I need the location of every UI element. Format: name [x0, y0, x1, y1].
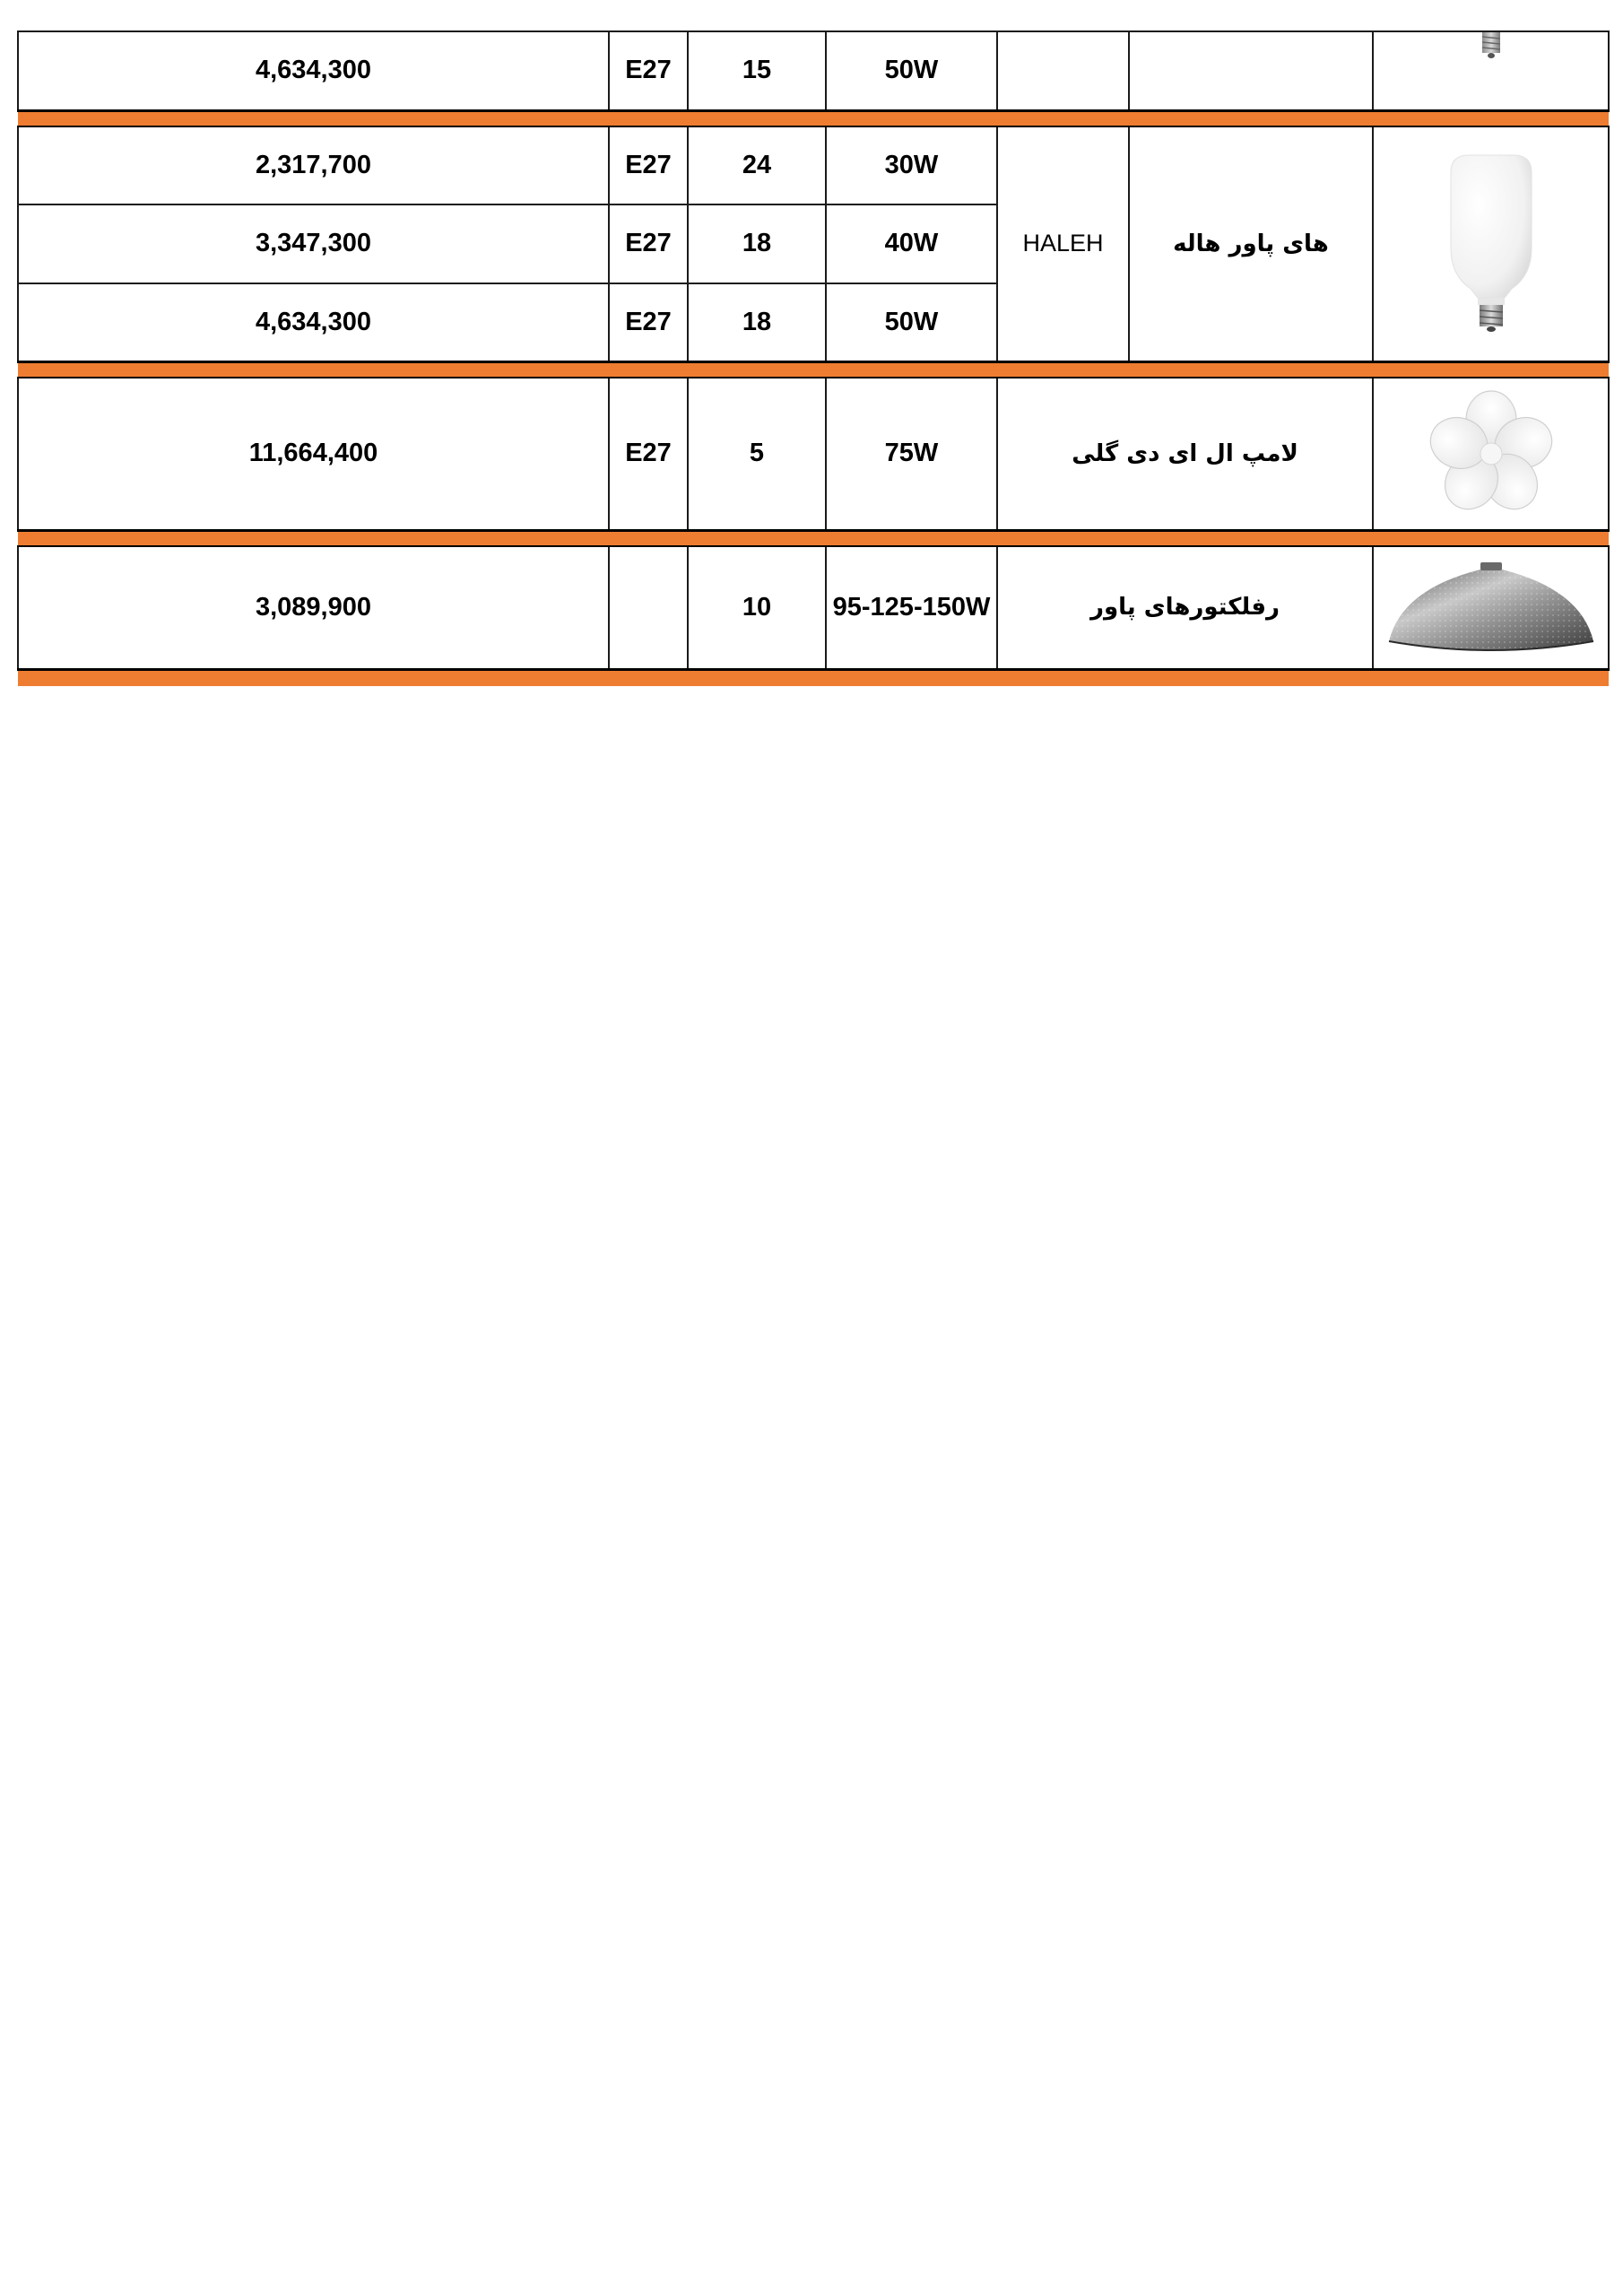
product-image-cell [1373, 126, 1609, 362]
product-image-cell [1373, 546, 1609, 670]
quantity-cell: 10 [688, 546, 826, 670]
product-name-cell [1129, 31, 1373, 110]
base-cell: E27 [609, 31, 688, 110]
product-name-cell: های پاور هاله [1129, 126, 1373, 362]
product-name-cell: رفلکتورهای پاور [997, 546, 1373, 670]
base-cell [609, 546, 688, 670]
separator-bar [18, 362, 1609, 378]
power-cell: 30W [826, 126, 997, 204]
quantity-cell: 24 [688, 126, 826, 204]
base-cell: E27 [609, 283, 688, 362]
separator-row [18, 110, 1609, 126]
product-image-cell [1373, 31, 1609, 110]
brand-cell [997, 31, 1129, 110]
flower-led-lamp-image [1424, 387, 1558, 521]
quantity-cell: 18 [688, 283, 826, 362]
table-row [18, 126, 1609, 204]
quantity-cell: 5 [688, 378, 826, 530]
separator-row [18, 530, 1609, 546]
price-table [17, 30, 1610, 686]
separator-bar [18, 530, 1609, 546]
power-bulb-image [1433, 150, 1549, 338]
separator-row [18, 362, 1609, 378]
separator-bar [18, 110, 1609, 126]
product-image-cell [1373, 378, 1609, 530]
power-cell: 50W [826, 31, 997, 110]
price-cell: 4,634,300 [18, 283, 609, 362]
quantity-cell: 15 [688, 31, 826, 110]
table-row [18, 31, 1609, 110]
quantity-cell: 18 [688, 204, 826, 283]
price-cell: 4,634,300 [18, 31, 609, 110]
table-row [18, 378, 1609, 530]
base-cell: E27 [609, 204, 688, 283]
power-cell: 40W [826, 204, 997, 283]
brand-cell: HALEH [997, 126, 1129, 362]
reflector-shade-image [1384, 553, 1599, 661]
power-cell: 75W [826, 378, 997, 530]
base-cell: E27 [609, 378, 688, 530]
table-row [18, 546, 1609, 670]
price-cell: 2,317,700 [18, 126, 609, 204]
separator-bar [18, 670, 1609, 687]
power-cell: 50W [826, 283, 997, 362]
price-cell: 11,664,400 [18, 378, 609, 530]
bulb-base-icon [1464, 31, 1518, 76]
price-cell: 3,347,300 [18, 204, 609, 283]
power-cell: 95-125-150W [826, 546, 997, 670]
product-name-cell: لامپ ال ای دی گلی [997, 378, 1373, 530]
separator-row [18, 670, 1609, 687]
base-cell: E27 [609, 126, 688, 204]
price-cell: 3,089,900 [18, 546, 609, 670]
